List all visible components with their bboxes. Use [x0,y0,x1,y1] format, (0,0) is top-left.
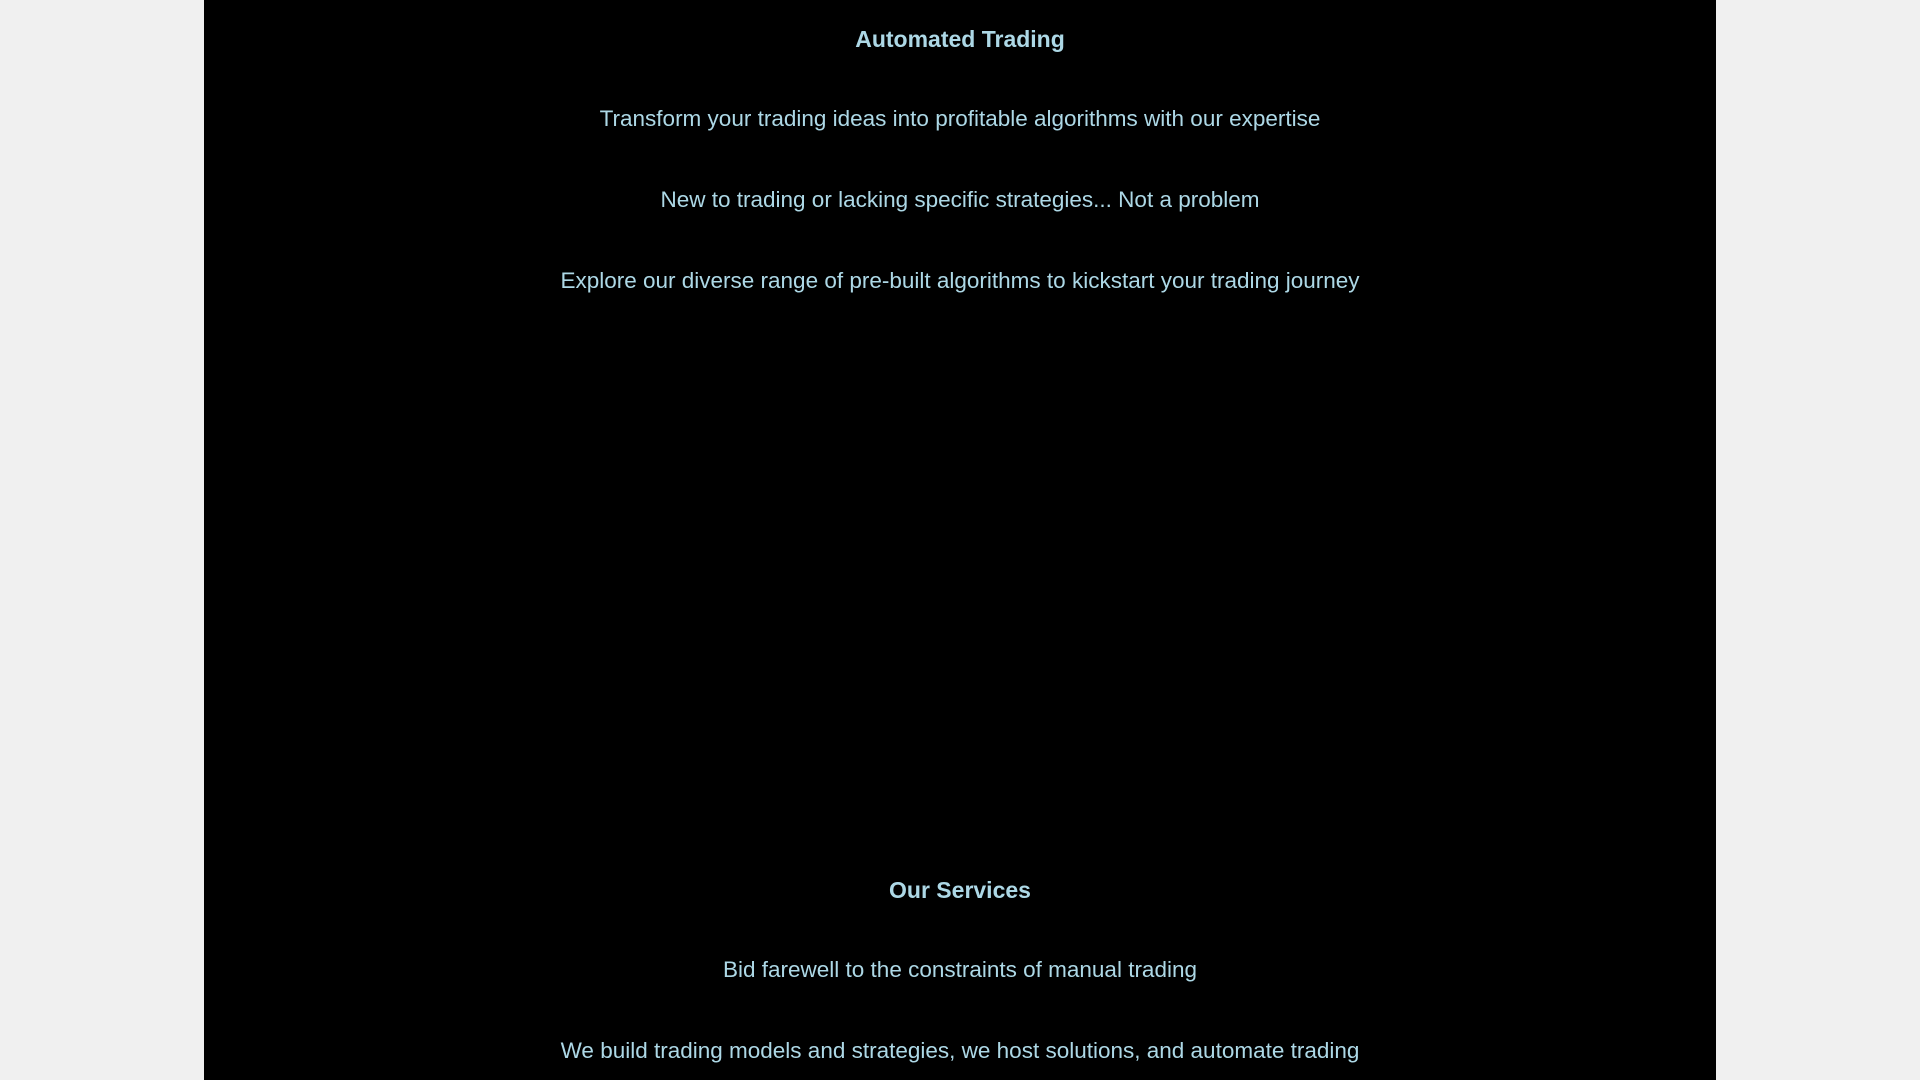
main-content [204,0,1716,1080]
trading-ideas-text: Transform your trading ideas into profitable algorithms with our expertise [599,106,1321,131]
new-to-trading-text: New to trading or lacking specific strategies... Not a problem [660,187,1260,212]
automated-trading-heading: Automated Trading [855,26,1065,52]
our-services-heading: Our Services [889,877,1031,903]
manual-trading-text: Bid farewell to the constraints of manual trading [722,957,1197,982]
prebuilt-algorithms-text: Explore our diverse range of pre-built algorithms to kickstart your trading journey [560,268,1360,293]
services-description-text: We build trading models and strategies, we host solutions, and automate trading [560,1038,1360,1063]
